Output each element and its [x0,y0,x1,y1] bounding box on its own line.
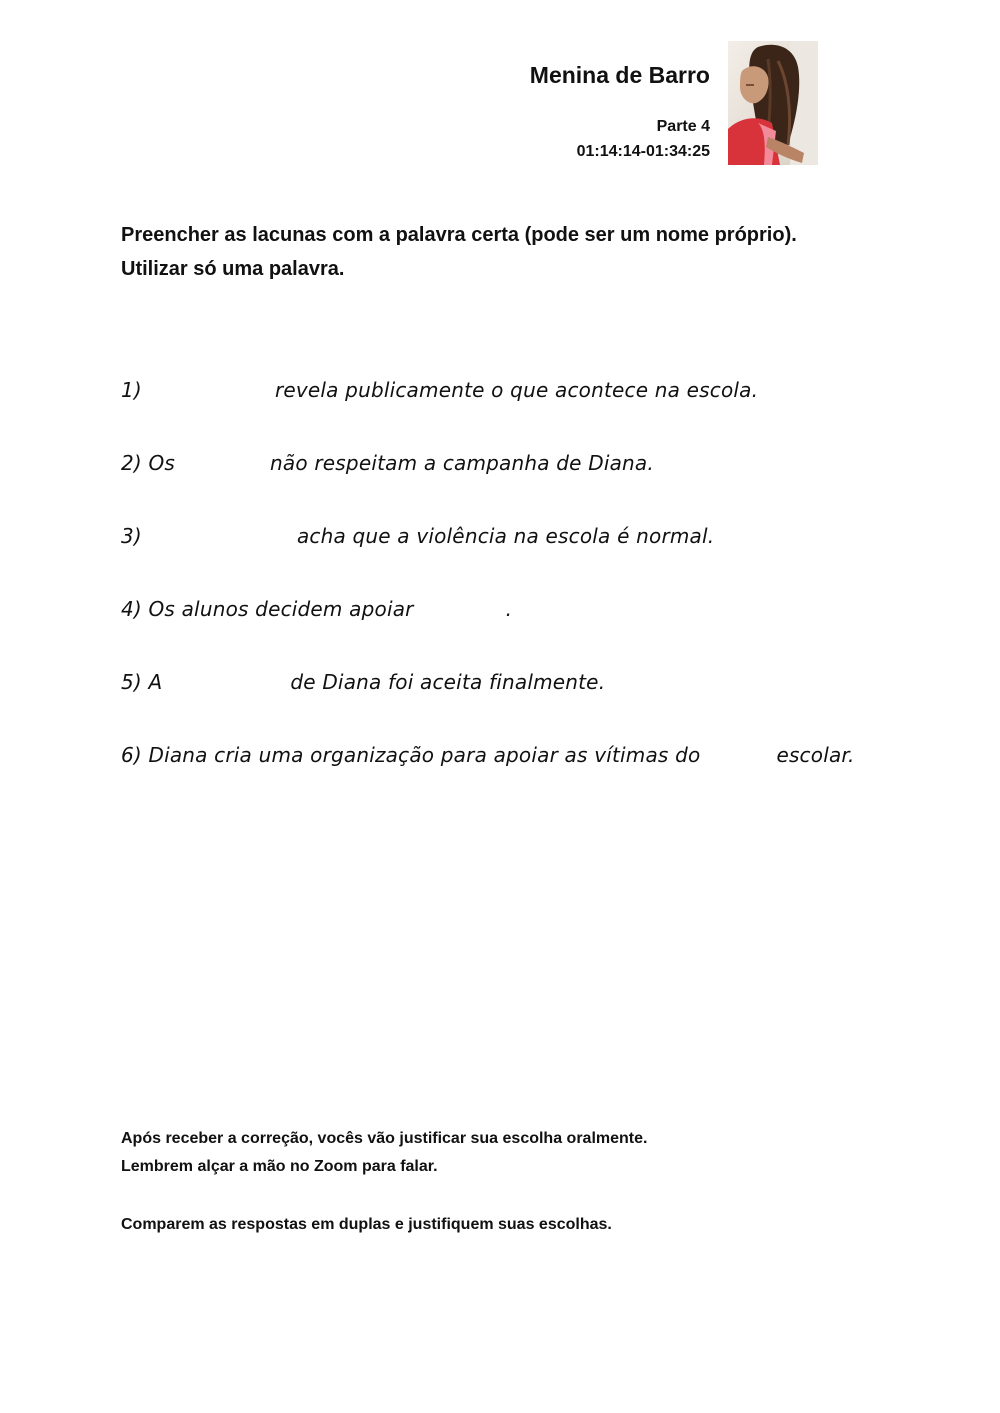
blank-gap-6[interactable] [700,747,776,767]
exercise-text-after: acha que a violência na escola é normal. [296,524,715,548]
exercise-item-3 [121,524,714,548]
exercise-text-before: 2) Os [121,451,176,475]
exercise-item-6 [121,743,855,767]
exercise-text-before: 5) A [121,670,163,694]
blank-gap-2[interactable] [175,455,270,475]
blank-gap-4[interactable] [414,601,506,621]
instruction-line-1: Preencher as lacunas com a palavra certa (pode ser um nome próprio). [121,224,797,246]
exercise-item-2 [121,451,654,475]
footer-note-2: Lembrem alçar a mão no Zoom para falar. [121,1158,438,1175]
timecode-label: 01:14:14-01:34:25 [576,143,710,160]
instruction-line-2: Utilizar só uma palavra. [121,258,345,280]
footer-note-3: Comparem as respostas em duplas e justifiquem suas escolhas. [121,1216,612,1233]
exercise-text-after: escolar. [776,743,855,767]
character-photo [728,41,818,165]
exercise-text-after: revela publicamente o que acontece na escola. [274,378,759,402]
footer-note-1: Após receber a correção, vocês vão justificar sua escolha oralmente. [121,1130,648,1147]
exercise-text-after: não respeitam a campanha de Diana. [270,451,654,475]
blank-gap-3[interactable] [142,528,297,548]
exercise-text-after: de Diana foi aceita finalmente. [290,670,606,694]
exercise-text-before: 6) Diana cria uma organização para apoiar as vítimas do [121,743,701,767]
exercise-text-after: . [505,597,513,621]
exercise-text-before: 3) [121,524,142,548]
instruction-block [121,218,881,286]
exercise-text-before: 4) Os alunos decidem apoiar [121,597,414,621]
part-label: Parte 4 [656,118,710,135]
exercise-item-1 [121,378,758,402]
exercise-item-5 [121,670,605,694]
exercise-text-before: 1) [121,378,142,402]
blank-gap-1[interactable] [142,382,275,402]
worksheet-title: Menina de Barro [529,62,710,88]
blank-gap-5[interactable] [162,674,290,694]
exercise-item-4 [121,597,512,621]
